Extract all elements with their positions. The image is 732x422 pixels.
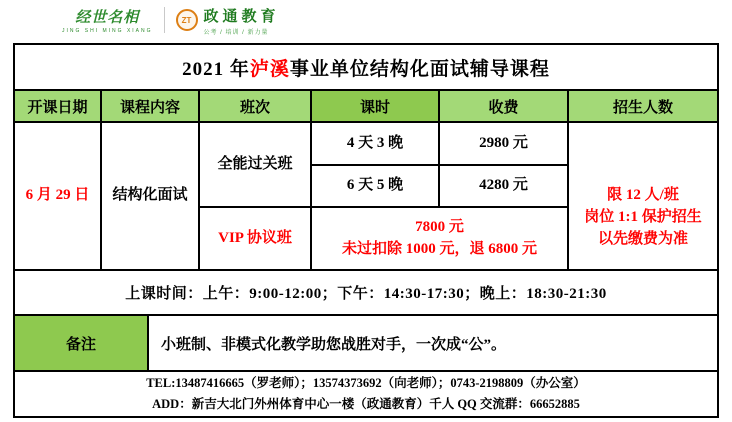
header-cell-class-type: 班次: [200, 91, 312, 123]
vip-fee-line2: 未过扣除 1000 元，退 6800 元: [341, 240, 537, 257]
contact-footer: [15, 372, 717, 416]
table-body: [15, 123, 717, 271]
cell-start-date: 6 月 29 日: [15, 123, 102, 271]
contact-address-line: ADD：新吉大北门外州体育中心一楼（政通教育）千人 QQ 交流群：66652885: [152, 397, 580, 411]
header-cell-course-content: 课程内容: [102, 91, 200, 123]
header-cell-fee: 收费: [440, 91, 569, 123]
table-header-row: [15, 91, 717, 123]
cell-enrollment: [569, 123, 717, 271]
cell-fee-row2: 4280 元: [440, 166, 569, 208]
cell-course-content: 结构化面试: [102, 123, 200, 271]
enrollment-line1: 限 12 人/班: [607, 187, 679, 203]
brand-script-text: 经世名相: [75, 8, 140, 26]
title-prefix: 2021 年: [182, 58, 250, 80]
brand-script-subtext: JING SHI MING XIANG: [62, 28, 153, 34]
header-cell-start-date: 开课日期: [15, 91, 102, 123]
cell-hours-row2: 6 天 5 晚: [312, 166, 440, 208]
cell-fee-row1: 2980 元: [440, 123, 569, 166]
cell-class-allround: 全能过关班: [200, 123, 312, 208]
title-highlight: 泸溪: [249, 58, 290, 80]
remark-row: [15, 316, 717, 372]
cell-class-vip: VIP 协议班: [200, 208, 312, 271]
brand-tagline: 公考 / 培训 / 新力量: [203, 29, 269, 36]
title-suffix: 事业单位结构化面试辅导课程: [289, 58, 550, 80]
course-table: [13, 43, 719, 418]
table-title: [15, 45, 717, 91]
remark-text: 小班制、非模式化教学助您战胜对手，一次成“公”。: [161, 336, 507, 353]
vip-fee-line1: 7800 元: [415, 218, 464, 235]
brand-divider: [164, 7, 165, 33]
header-cell-enrollment: 招生人数: [569, 91, 717, 123]
brand-script-logo: [62, 6, 153, 34]
cell-vip-fee: [312, 208, 569, 271]
contact-tel-line: TEL:13487416665（罗老师）；13574373692（向老师）；0743-2198809（办公室）: [146, 376, 586, 391]
brand-badge-icon: ZT: [176, 9, 198, 31]
cell-hours-row1: 4 天 3 晚: [312, 123, 440, 166]
schedule-row: [15, 271, 717, 316]
remark-label: 备注: [15, 316, 149, 370]
brand-bar: [0, 0, 732, 40]
enrollment-line3: 以先缴费为准: [597, 230, 688, 247]
brand-text-group: [204, 5, 280, 36]
brand-name: 政通教育: [203, 8, 280, 25]
header-cell-hours: 课时: [312, 91, 440, 123]
enrollment-line2: 岗位 1:1 保护招生: [584, 208, 702, 225]
schedule-text: 上课时间：上午：9:00-12:00；下午：14:30-17:30；晚上：18:30-21:30: [125, 286, 607, 302]
